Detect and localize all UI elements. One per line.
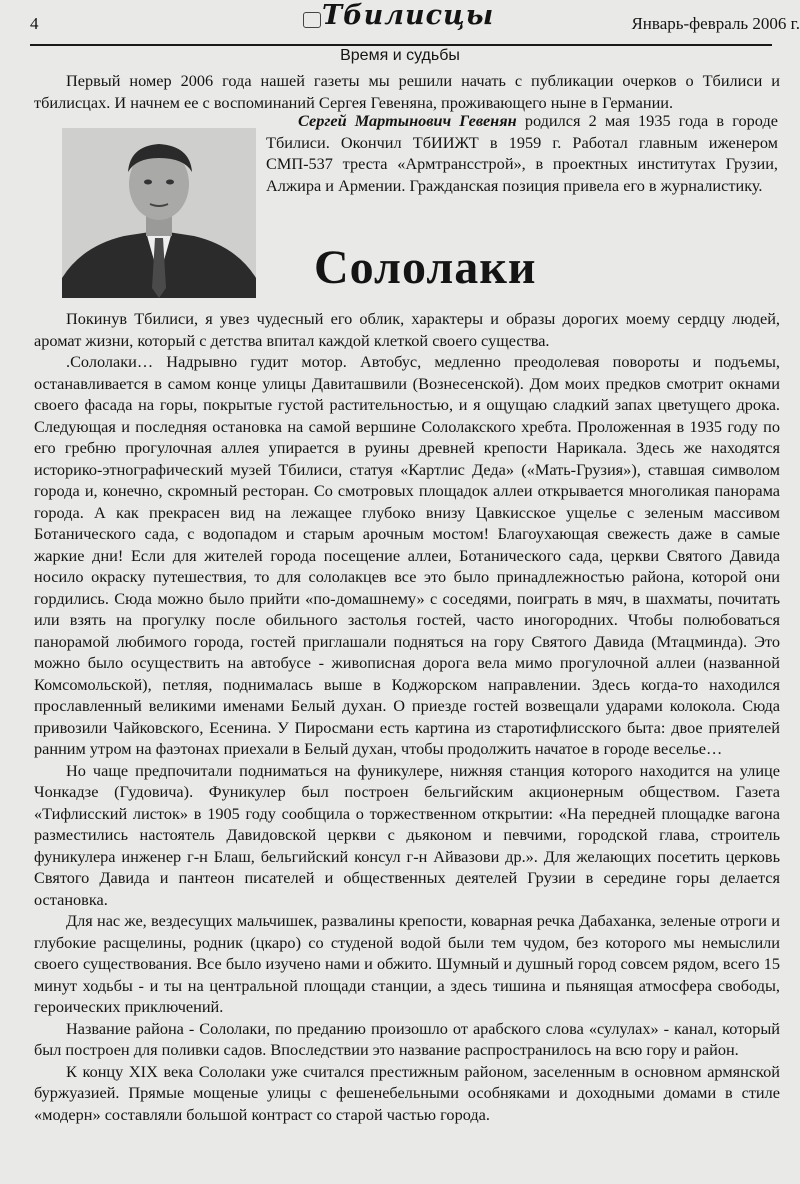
article-title: Сололаки [314,241,537,294]
article-paragraph: К концу XIX века Сололаки уже считался престижным районом, заселенным в основном армянской буржуазией. Прямые мощеные улицы с фешенебельными особняками и доходными домами в стиле «модерн» составляли большой контраст со старой частью города. [34,1061,780,1124]
article-paragraph: Покинув Тбилиси, я увез чудесный его облик, характеры и образы дорогих моему сердцу людей, аромат жизни, который с детства впитал каждой клеткой своего существа. [34,309,780,350]
author-bio [266,110,778,196]
logo-emblem-icon [303,12,321,28]
issue-date: Январь-февраль 2006 г. [631,14,800,33]
section-rubric: Время и судьбы [340,47,460,64]
page-number: 4 [30,14,39,33]
author-bio-text: родился 2 мая 1935 года в городе Тбилиси. Окончил ТбИИЖТ в 1959 г. Работал главным иженером СМП-537 треста «Армтрансстрой», в проектных институтах Грузии, Алжира и Армении. Гражданская позиция привела его в журналистику. [266,111,778,195]
author-name: Сергей Мартынович Гевенян [298,111,517,130]
article-paragraph: Но чаще предпочитали подниматься на фуникулере, нижняя станция которого находится на улице Чонкадзе (Гудовича). Фуникулер был построен бельгийским акционерным обществом. Газета «Тифлисский листок» в 1905 году сообщила о торжественном открытии: «На передней площадке вагона разместились настоятель Давидовской церкви с дьяконом и певчими, городской глава, строитель фуникулера инженер г-н Блаш, бельгийский консул г-н Айвазови др.». Для желающих посетить церковь Святого Давида и пантеон писателей и общественных деятелей Грузии в середине горы делается остановка. [34,760,780,909]
author-portrait-image [62,128,256,298]
newspaper-logo: Тбилисцы [322,0,495,31]
author-photo [62,128,256,298]
editorial-intro: Первый номер 2006 года нашей газеты мы решили начать с публикации очерков о Тбилиси и тбилисцах. И начнем ее с воспоминаний Сергея Гевеняна, проживающего ныне в Германии. [34,71,780,112]
article-paragraph: .Сололаки… Надрывно гудит мотор. Автобус, медленно преодолевая повороты и подъемы, останавливается в самом конце улицы Давиташвили (Вознесенской). Дом моих предков смотрит окнами своего фасада на горы, покрытые густой растительностью, и я ощущаю сладкий запах цветущего дрока. Следующая и последняя остановка на самой вершине Сололакского хребта. Проложенная в 1935 году по его гребню прогулочная аллея упирается в руины древней крепости Нарикала. Здесь же находятся историко-этнографический музей Тбилиси, статуя «Картлис Деда» («Мать-Грузия»), ставшая символом города и, конечно, скромный ресторан. Со смотровых площадок аллеи открывается многоликая панорама города. А как прекрасен вид на лежащее глубоко внизу Цавкисское ущелье с зеленым массивом Ботанического сада, с водопадом и старым арочным мостом! Благоухающая свежесть даже в самые жаркие дни! Если для жителей города посещение аллеи, Ботанического сада, церкви Святого Давида носило окраску путешествия, то для сололакцев все это было принадлежностью района, которой они гордились. Сюда можно было прийти «по-домашнему» с соседями, поиграть в мяч, в шахматы, почитать или взять на прогулку после обильного застолья гостей, часто иногородних. Чтобы полюбоваться панорамой любимого города, гостей приглашали подняться на гору Святого Давида (Мтацминда). Это можно было осуществить на автобусе - живописная дорога вела мимо прогулочной аллеи (названной Комсомольской), петляя, поднималась выше в Коджорском направлении. Здесь когда-то находился прославленный великими именами Белый духан. О приезде гостей возвещали ударами колокола. Сюда привозили Чайковского, Есенина. У Пиросмани есть картина из старотифлисского быта: двое приятелей ранним утром на фаэтонах приехали в Белый духан, чтобы продолжить начатое в городе веселье… [34,352,780,758]
article-paragraph: Для нас же, вездесущих мальчишек, развалины крепости, коварная речка Дабаханка, зеленые отроги и глубокие расщелины, родник (цкаро) со студеной водой были тем чудом, без которого мы немыслили своего существования. Все было изучено нами и обжито. Шумный и душный город совсем рядом, всего 15 минут ходьбы - и ты на центральной площади станции, а здесь тишина и пьянящая атмосфера свободы, героических приключений. [34,911,780,1016]
article-body [34,308,780,1125]
article-paragraph: Название района - Сололаки, по преданию произошло от арабского слова «сулулах» - канал, который был построен для поливки садов. Впоследствии это название распространилось на всю гору и район. [34,1018,780,1059]
